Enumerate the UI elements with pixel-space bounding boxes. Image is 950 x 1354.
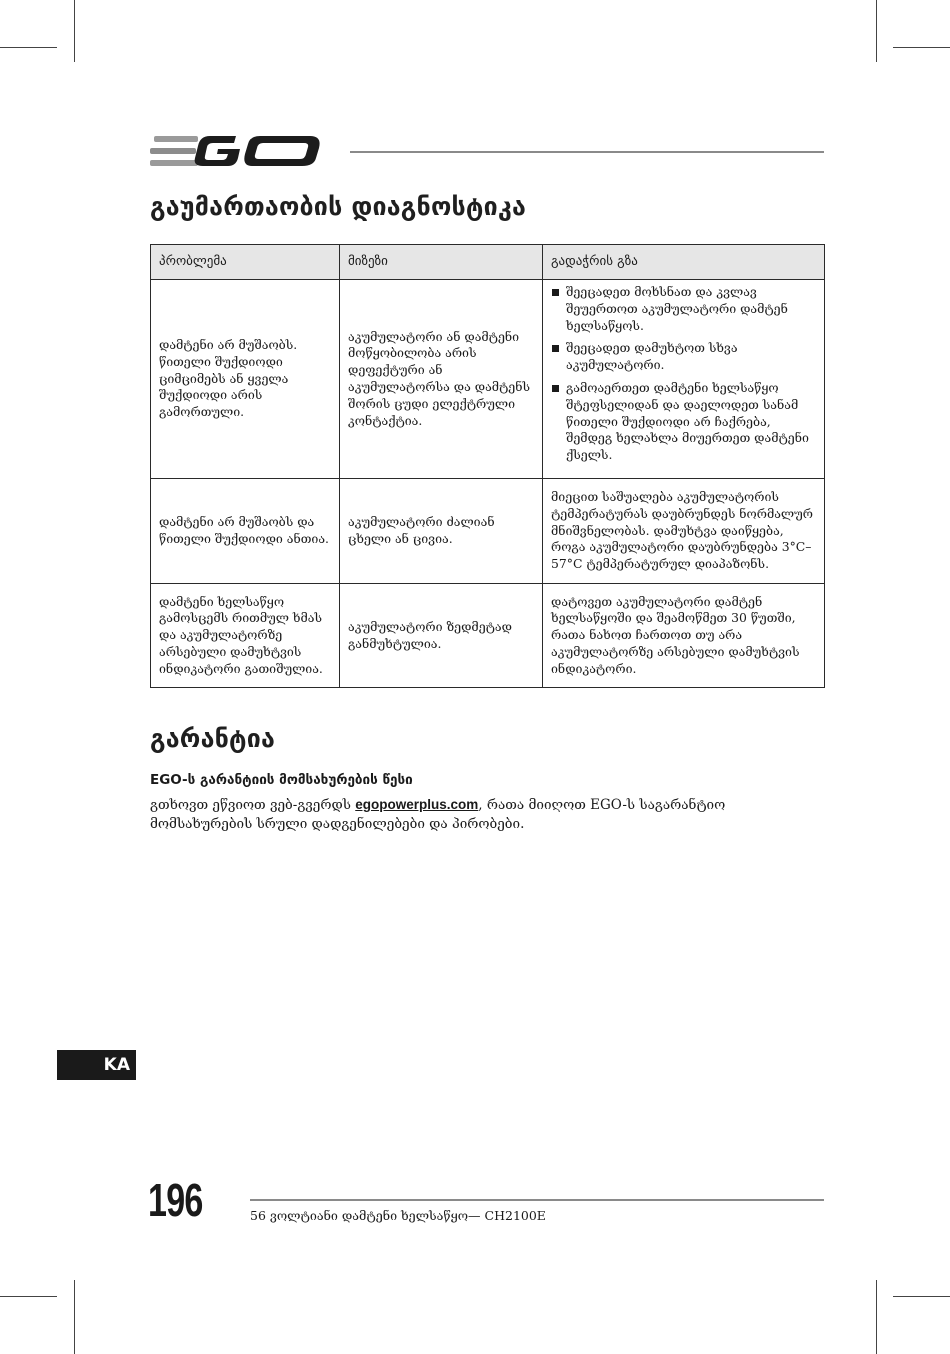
problem-cell: დამტენი არ მუშაობს. წითელი შუქდიოდი ციმციმებს ან ყველა შუქდიოდი არის გამორთული. [151,280,340,479]
footer-rule [250,1199,824,1201]
solution-item: შეეცადეთ მოხსნათ და კვლავ შეუერთოთ აკუმულატორი დამტენ ხელსაწყოს. [551,284,816,334]
solution-cell [543,280,825,479]
table-header-row [151,245,825,280]
warranty-subheading: EGO-ს გარანტიის მომსახურების წესი [150,772,413,788]
column-header-problem: პრობლემა [151,245,340,280]
solution-cell: მიეცით საშუალება აკუმულატორის ტემპერატურას დაუბრუნდეს ნორმალურ მნიშვნელობას. დამუხტვა დაიწყება, როგა აკუმულატორი დაუბრუნდება 3°C–57°C ტემპერატურულ დიაპაზონს. [543,479,825,584]
table-row [151,584,825,688]
troubleshooting-table [150,244,825,688]
header-rule [350,151,824,153]
cause-cell: აკუმულატორი ძალიან ცხელი ან ცივია. [340,479,543,584]
table-row [151,280,825,479]
crop-mark [893,47,950,48]
warranty-website-link[interactable]: egopowerplus.com [355,797,479,812]
warranty-text-before: გთხოვთ ეწვიოთ ვებ-გვერდს [150,797,356,813]
ego-logo [150,128,330,172]
language-tab-label: KA [103,1055,130,1075]
column-header-solution: გადაჭრის გზა [543,245,825,280]
solution-item: გამოაერთეთ დამტენი ხელსაწყო შტეფსელიდან და დაელოდეთ სანამ წითელი შუქდიოდი არ ჩაქრება, შემდეგ ხელახლა მიუერთეთ დამტენი ქსელს. [551,380,816,464]
crop-mark [893,1296,950,1297]
crop-mark [74,1280,75,1354]
warranty-paragraph [150,795,790,834]
crop-mark [876,1280,877,1354]
problem-cell: დამტენი არ მუშაობს და წითელი შუქდიოდი ანთია. [151,479,340,584]
crop-mark [0,47,57,48]
crop-mark [0,1296,57,1297]
solution-item: შეეცადეთ დამუხტოთ სხვა აკუმულატორი. [551,340,816,374]
cause-cell: აკუმულატორი ან დამტენი მოწყობილობა არის დეფექტური ან აკუმულატორსა და დამტენს შორის ცუდი ელექტრული კონტაქტია. [340,280,543,479]
crop-mark [74,0,75,62]
diagnostics-title: გაუმართაობის დიაგნოსტიკა [150,192,527,221]
column-header-cause: მიზეზი [340,245,543,280]
table-row [151,479,825,584]
solution-list [551,284,816,464]
language-tab [57,1050,136,1080]
footer-text: 56 ვოლტიანი დამტენი ხელსაწყო— CH2100E [250,1208,546,1223]
crop-mark [876,0,877,62]
cause-cell: აკუმულატორი ზედმეტად განმუხტულია. [340,584,543,688]
problem-cell: დამტენი ხელსაწყო გამოსცემს რითმულ ხმას და აკუმულატორზე არსებული დამუხტვის ინდიკატორი გათიშულია. [151,584,340,688]
warranty-text-after: , რათა მიიღოთ EGO-ს საგარანტიო მომსახურების სრული დადგენილებები და პირობები. [150,797,726,832]
solution-cell: დატოვეთ აკუმულატორი დამტენ ხელსაწყოში და შეამოწმეთ 30 წუთში, რათა ნახოთ ჩართოთ თუ არა აკუმულატორზე არსებული დამუხტვის ინდიკატორი. [543,584,825,688]
warranty-title: გარანტია [150,724,276,753]
page-number: 196 [148,1174,203,1226]
